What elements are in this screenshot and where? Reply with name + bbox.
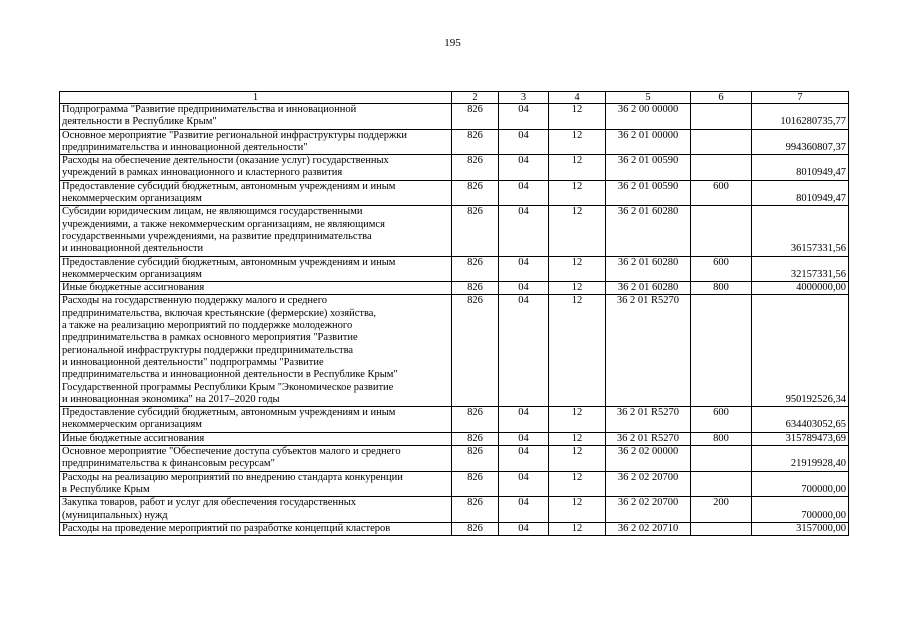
row-expense-type xyxy=(691,104,752,130)
row-amount: 36157331,56 xyxy=(752,206,849,256)
row-target-article: 36 2 02 20710 xyxy=(606,522,691,535)
row-target-article: 36 2 00 00000 xyxy=(606,104,691,130)
table-row xyxy=(60,295,849,407)
table-row xyxy=(60,407,849,433)
row-ministry-code: 826 xyxy=(452,180,499,206)
row-ministry-code: 826 xyxy=(452,256,499,282)
row-subsection: 12 xyxy=(549,295,606,407)
row-section: 04 xyxy=(499,155,549,181)
row-ministry-code: 826 xyxy=(452,206,499,256)
row-expense-type: 600 xyxy=(691,407,752,433)
row-target-article: 36 2 01 00000 xyxy=(606,129,691,155)
row-ministry-code: 826 xyxy=(452,407,499,433)
row-amount: 8010949,47 xyxy=(752,155,849,181)
row-target-article: 36 2 01 00590 xyxy=(606,180,691,206)
row-target-article: 36 2 01 60280 xyxy=(606,206,691,256)
row-amount: 4000000,00 xyxy=(752,282,849,295)
row-section: 04 xyxy=(499,407,549,433)
row-amount: 3157000,00 xyxy=(752,522,849,535)
row-amount: 8010949,47 xyxy=(752,180,849,206)
table-row xyxy=(60,206,849,256)
table-row xyxy=(60,282,849,295)
row-ministry-code: 826 xyxy=(452,155,499,181)
row-name: Основное мероприятие "Развитие региональной инфраструктуры поддержки предпринимательства и инновационной деятельности" xyxy=(60,129,452,155)
row-amount: 1016280735,77 xyxy=(752,104,849,130)
row-target-article: 36 2 01 R5270 xyxy=(606,295,691,407)
row-name: Предоставление субсидий бюджетным, автономным учреждениям и иным некоммерческим организациям xyxy=(60,180,452,206)
row-subsection: 12 xyxy=(549,446,606,472)
row-ministry-code: 826 xyxy=(452,282,499,295)
row-expense-type xyxy=(691,129,752,155)
row-amount: 32157331,56 xyxy=(752,256,849,282)
table-row xyxy=(60,129,849,155)
row-ministry-code: 826 xyxy=(452,446,499,472)
row-subsection: 12 xyxy=(549,256,606,282)
row-target-article: 36 2 01 60280 xyxy=(606,256,691,282)
row-name: Субсидии юридическим лицам, не являющимся государственными учреждениями, а также некоммерческим организациям, не являющимся государственными учреждениями, на развитие предпринимательства и инновационной деятельности xyxy=(60,206,452,256)
row-expense-type xyxy=(691,295,752,407)
row-target-article: 36 2 01 R5270 xyxy=(606,432,691,445)
table-row xyxy=(60,104,849,130)
column-header: 6 xyxy=(691,92,752,104)
row-expense-type xyxy=(691,155,752,181)
table-row xyxy=(60,155,849,181)
row-expense-type xyxy=(691,471,752,497)
budget-table xyxy=(59,91,849,536)
row-target-article: 36 2 01 00590 xyxy=(606,155,691,181)
table-row xyxy=(60,180,849,206)
row-name: Расходы на обеспечение деятельности (оказание услуг) государственных учреждений в рамках инновационного и кластерного развития xyxy=(60,155,452,181)
table-row xyxy=(60,471,849,497)
table-row xyxy=(60,256,849,282)
row-section: 04 xyxy=(499,256,549,282)
column-header: 4 xyxy=(549,92,606,104)
row-ministry-code: 826 xyxy=(452,129,499,155)
row-section: 04 xyxy=(499,180,549,206)
column-header: 2 xyxy=(452,92,499,104)
table-row xyxy=(60,432,849,445)
row-section: 04 xyxy=(499,471,549,497)
row-expense-type: 600 xyxy=(691,180,752,206)
row-subsection: 12 xyxy=(549,129,606,155)
row-subsection: 12 xyxy=(549,497,606,523)
row-section: 04 xyxy=(499,522,549,535)
row-name: Предоставление субсидий бюджетным, автономным учреждениям и иным некоммерческим организациям xyxy=(60,256,452,282)
row-expense-type: 600 xyxy=(691,256,752,282)
row-section: 04 xyxy=(499,446,549,472)
row-name: Иные бюджетные ассигнования xyxy=(60,282,452,295)
row-expense-type: 800 xyxy=(691,282,752,295)
table-row xyxy=(60,497,849,523)
row-section: 04 xyxy=(499,497,549,523)
row-subsection: 12 xyxy=(549,432,606,445)
row-name: Предоставление субсидий бюджетным, автономным учреждениям и иным некоммерческим организациям xyxy=(60,407,452,433)
row-expense-type xyxy=(691,522,752,535)
row-expense-type: 200 xyxy=(691,497,752,523)
row-name: Подпрограмма "Развитие предпринимательства и инновационной деятельности в Республике Крым" xyxy=(60,104,452,130)
row-subsection: 12 xyxy=(549,155,606,181)
row-amount: 950192526,34 xyxy=(752,295,849,407)
row-subsection: 12 xyxy=(549,206,606,256)
row-subsection: 12 xyxy=(549,282,606,295)
row-ministry-code: 826 xyxy=(452,432,499,445)
row-subsection: 12 xyxy=(549,104,606,130)
row-ministry-code: 826 xyxy=(452,295,499,407)
page-number: 195 xyxy=(444,37,461,49)
row-subsection: 12 xyxy=(549,407,606,433)
row-expense-type xyxy=(691,446,752,472)
row-name: Расходы на государственную поддержку малого и среднего предпринимательства, включая крестьянские (фермерские) хозяйства, а также на реализацию мероприятий по поддержке молодежного предпринимательства в рамках основного мероприятия "Развитие региональной инфраструктуры поддержки предпринимательства и инновационной деятельности" подпрограммы "Развитие предпринимательства и инновационной деятельности в Республике Крым" Государственной программы Республики Крым "Экономическое развитие и инновационная экономика" на 2017–2020 годы xyxy=(60,295,452,407)
column-header: 5 xyxy=(606,92,691,104)
row-amount: 700000,00 xyxy=(752,471,849,497)
row-section: 04 xyxy=(499,282,549,295)
row-target-article: 36 2 01 R5270 xyxy=(606,407,691,433)
row-subsection: 12 xyxy=(549,522,606,535)
row-section: 04 xyxy=(499,295,549,407)
row-section: 04 xyxy=(499,129,549,155)
row-ministry-code: 826 xyxy=(452,497,499,523)
row-section: 04 xyxy=(499,206,549,256)
table-row xyxy=(60,522,849,535)
column-header: 1 xyxy=(60,92,452,104)
column-header: 3 xyxy=(499,92,549,104)
column-header: 7 xyxy=(752,92,849,104)
row-subsection: 12 xyxy=(549,471,606,497)
row-amount: 994360807,37 xyxy=(752,129,849,155)
row-ministry-code: 826 xyxy=(452,104,499,130)
row-target-article: 36 2 02 20700 xyxy=(606,497,691,523)
row-section: 04 xyxy=(499,432,549,445)
row-ministry-code: 826 xyxy=(452,471,499,497)
row-name: Расходы на проведение мероприятий по разработке концепций кластеров xyxy=(60,522,452,535)
row-expense-type xyxy=(691,206,752,256)
row-name: Основное мероприятие "Обеспечение доступа субъектов малого и среднего предпринимательства к финансовым ресурсам" xyxy=(60,446,452,472)
row-target-article: 36 2 02 00000 xyxy=(606,446,691,472)
row-name: Иные бюджетные ассигнования xyxy=(60,432,452,445)
row-amount: 21919928,40 xyxy=(752,446,849,472)
row-ministry-code: 826 xyxy=(452,522,499,535)
header-row xyxy=(60,92,849,104)
row-amount: 634403052,65 xyxy=(752,407,849,433)
row-amount: 700000,00 xyxy=(752,497,849,523)
table-row xyxy=(60,446,849,472)
row-target-article: 36 2 01 60280 xyxy=(606,282,691,295)
row-expense-type: 800 xyxy=(691,432,752,445)
row-amount: 315789473,69 xyxy=(752,432,849,445)
row-target-article: 36 2 02 20700 xyxy=(606,471,691,497)
row-name: Расходы на реализацию мероприятий по внедрению стандарта конкуренции в Республике Крым xyxy=(60,471,452,497)
row-name: Закупка товаров, работ и услуг для обеспечения государственных (муниципальных) нужд xyxy=(60,497,452,523)
row-subsection: 12 xyxy=(549,180,606,206)
row-section: 04 xyxy=(499,104,549,130)
